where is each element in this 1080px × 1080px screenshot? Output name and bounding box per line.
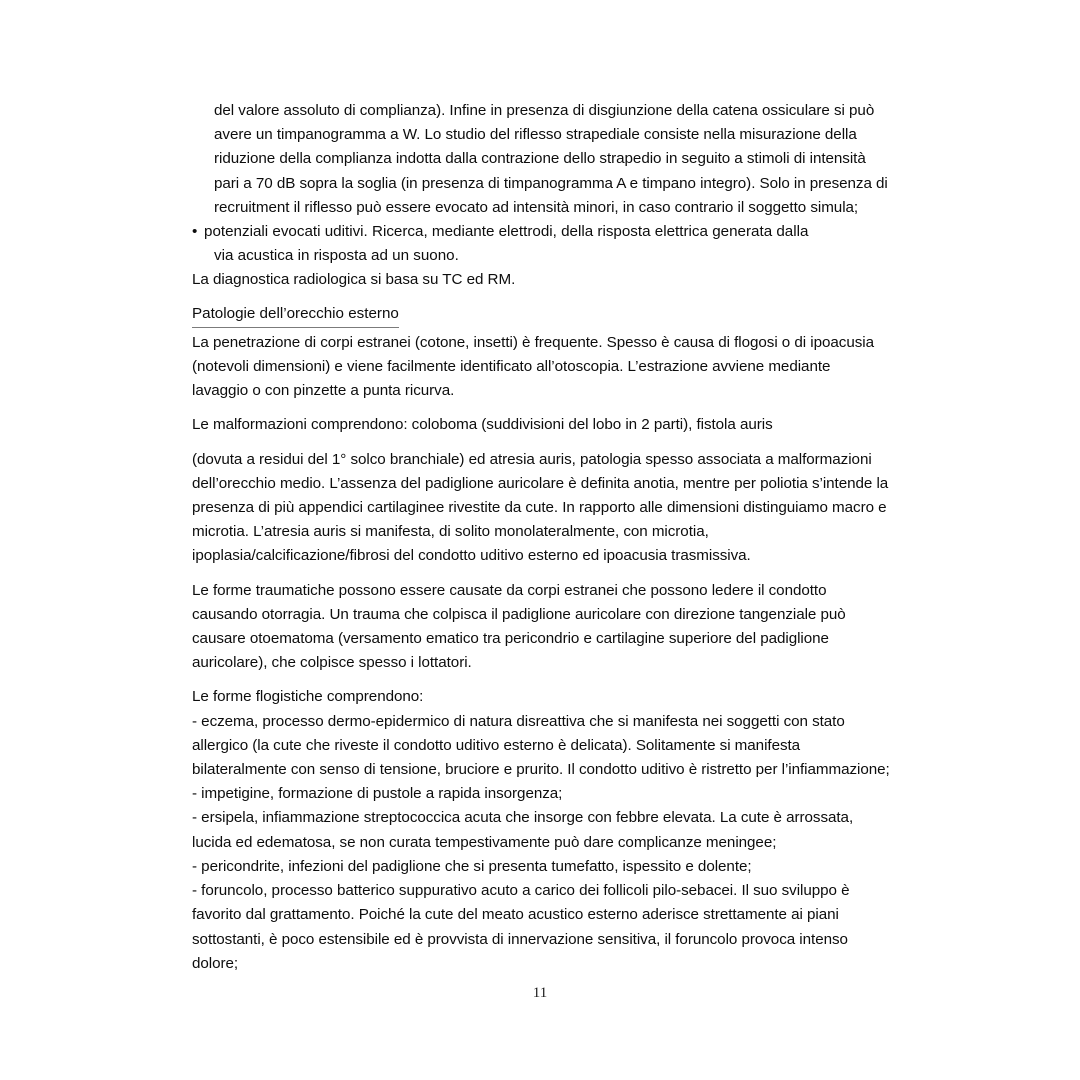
list-item: - foruncolo, processo batterico suppurativo acuto a carico dei follicoli pilo-sebacei. Il suo sviluppo è favorito dal grattamento. Poiché la cute del meato acustico esterno aderisce strettamente ai piani sottostanti, è poco estensibile ed è provvista di innervazione sensitiva, il foruncolo provoca intenso dolore; — [192, 882, 850, 972]
list-item: - impetigine, formazione di pustole a rapida insorgenza; — [192, 785, 563, 803]
list-item-text: potenziali evocati uditivi. Ricerca, mediante elettrodi, della risposta elettrica generata dalla — [204, 223, 809, 241]
list-item: - pericondrite, infezioni del padiglione che si presenta tumefatto, ispessito e dolente; — [192, 857, 752, 875]
traumatic-forms-paragraph: Le forme traumatiche possono essere causate da corpi estranei che possono ledere il condotto causando otorragia. Un trauma che colpisca il padiglione auricolare con direzione tangenziale può causare otoematoma (versamento ematico tra pericondrio e cartilagine superiore del padiglione auricolare), che colpisce spesso i lottatori. — [192, 581, 846, 672]
section-heading: Patologie dell’orecchio esterno — [192, 302, 399, 328]
section-heading-wrapper — [192, 302, 890, 328]
radiology-line: La diagnostica radiologica si basa su TC ed RM. — [192, 271, 516, 289]
malformations-body: (dovuta a residui del 1° solco branchiale) ed atresia auris, patologia spesso associata a malformazioni dell’orecchio medio. L’assenza del padiglione auricolare è definita anotia, mentre per poliotia s’intende la presenza di più appendici cartilaginee rivestite da cute. In rapporto alle dimensioni distinguiamo macro e microtia. L’atresia auris si manifesta, di solito monolateralmente, con microtia, ipoplasia/calcificazione/fibrosi del condotto uditivo esterno ed ipoacusia trasmissiva. — [192, 450, 889, 565]
phlogistic-forms-intro: Le forme flogistiche comprendono: — [192, 688, 424, 706]
list-item: - eczema, processo dermo-epidermico di natura disreattiva che si manifesta nei soggetti con stato allergico (la cute che riveste il condotto uditivo esterno è delicata). Solitamente si manifesta bilateralmente con senso di tensione, bruciore e prurito. Il condotto uditivo è ristretto per l’infiammazione; — [192, 712, 890, 779]
continuation-paragraph: del valore assoluto di complianza). Infine in presenza di disgiunzione della catena ossiculare si può avere un timpanogramma a W. Lo studio del riflesso strapediale consiste nella misurazione della riduzione della complianza indotta dalla contrazione dello strapedio in seguito a stimoli di intensità pari a 70 dB sopra la soglia (in presenza di timpanogramma A e timpano integro). Solo in presenza di recruitment il riflesso può essere evocato ad intensità minori, in caso contrario il soggetto simula; — [214, 102, 888, 216]
list-item: - ersipela, infiammazione streptococcica acuta che insorge con febbre elevata. La cute è arrossata, lucida ed edematosa, se non curata tempestivamente può dare complicanze meningee; — [192, 809, 854, 851]
list-item-evoked-potentials — [192, 220, 890, 268]
foreign-bodies-paragraph: La penetrazione di corpi estranei (cotone, insetti) è frequente. Spesso è causa di flogosi o di ipoacusia (notevoli dimensioni) e viene facilmente identificato all’otoscopia. L’estrazione avviene mediante lavaggio o con pinzette a punta ricurva. — [192, 333, 874, 400]
bullet-dot-icon: • — [192, 223, 198, 241]
list-item-continuation: via acustica in risposta ad un suono. — [214, 247, 459, 265]
malformations-intro: Le malformazioni comprendono: coloboma (suddivisioni del lobo in 2 parti), fistola auris — [192, 416, 773, 434]
page-content — [192, 99, 890, 976]
page-number: 11 — [532, 985, 548, 1001]
phlogistic-forms-list — [192, 710, 890, 976]
